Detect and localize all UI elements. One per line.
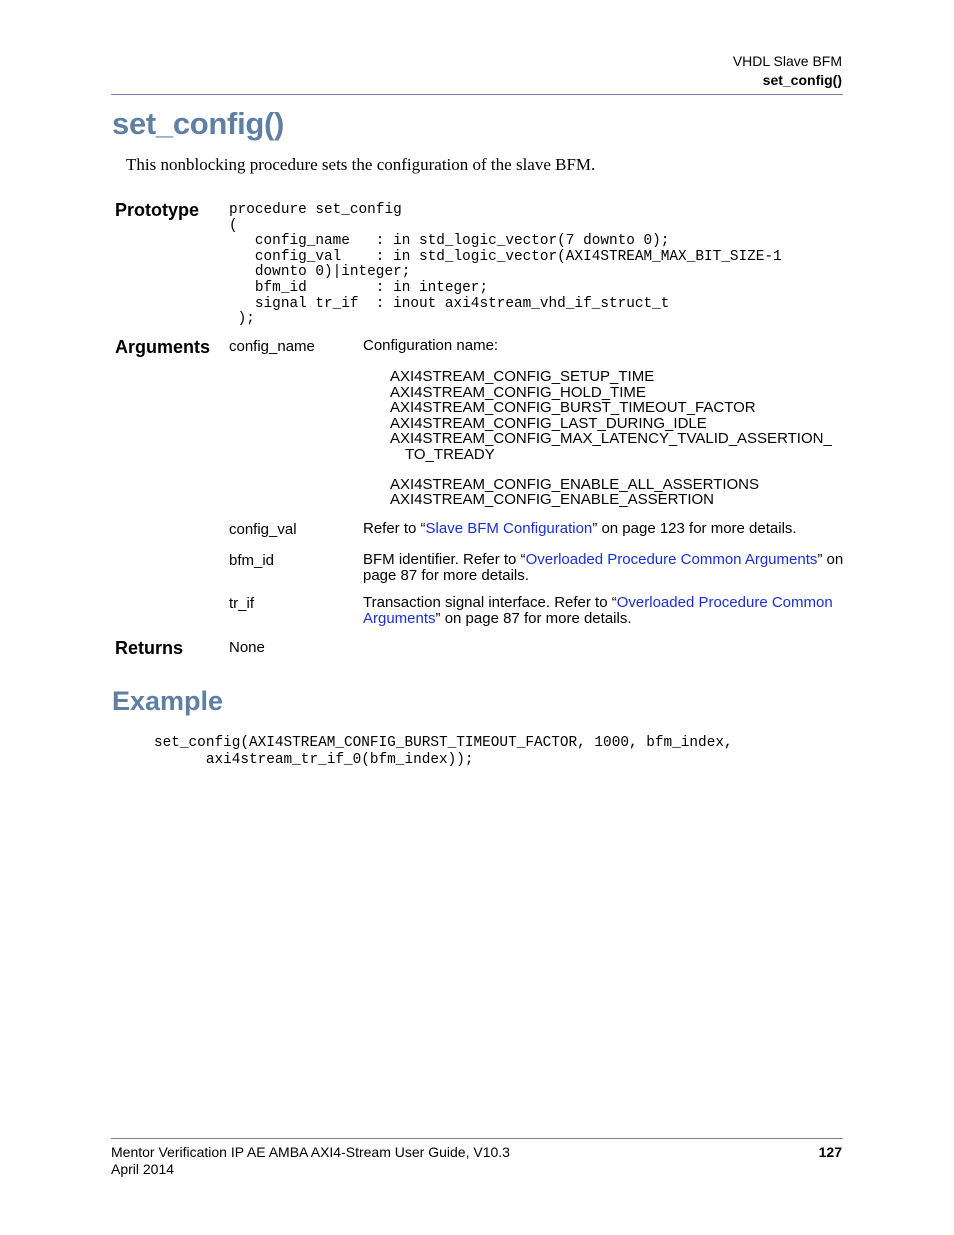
config-option: AXI4STREAM_CONFIG_HOLD_TIME xyxy=(390,383,646,401)
desc-text: Refer to “ xyxy=(363,520,426,537)
config-option: AXI4STREAM_CONFIG_BURST_TIMEOUT_FACTOR xyxy=(390,399,756,417)
config-name-options xyxy=(390,369,832,508)
arguments-label: Arguments xyxy=(115,337,211,357)
arg-name-config-val: config_val xyxy=(229,521,297,538)
arg-name-tr-if: tr_if xyxy=(229,595,255,612)
arg-desc-config-val xyxy=(363,521,855,537)
prototype-code: procedure set_config ( config_name : in std_logic_vector(7 downto 0); config_val : in std_logic_vector(AXI4STREAM_MAX_BIT_SIZE-1 downto 0)|integer; bfm_id : in integer; signal tr_if : inout axi4stream_vhd_if_struct_t ); xyxy=(229,202,782,328)
arg-name-bfm-id: bfm_id xyxy=(229,552,275,569)
footer-rule xyxy=(111,1138,843,1139)
page-number: 127 xyxy=(818,1144,842,1160)
returns-value: None xyxy=(229,639,265,656)
header-rule xyxy=(111,94,843,95)
arg-desc-tr-if xyxy=(363,595,855,626)
running-header-topic: set_config() xyxy=(762,72,842,88)
config-option: AXI4STREAM_CONFIG_LAST_DURING_IDLE xyxy=(390,414,707,432)
footer-doc-title: Mentor Verification IP AE AMBA AXI4-Stream User Guide, V10.3 xyxy=(111,1144,510,1160)
link-slave-bfm-configuration[interactable]: Slave BFM Configuration xyxy=(425,520,593,537)
returns-label: Returns xyxy=(115,638,184,658)
config-option: AXI4STREAM_CONFIG_MAX_LATENCY_TVALID_ASSERTION_ xyxy=(390,430,832,448)
config-option-continuation: TO_TREADY xyxy=(405,445,495,463)
config-option: AXI4STREAM_CONFIG_ENABLE_ALL_ASSERTIONS xyxy=(390,475,760,493)
link-overloaded-procedure-args[interactable]: Overloaded Procedure Common Arguments xyxy=(363,594,833,627)
desc-text: BFM identifier. Refer to “ xyxy=(363,551,526,568)
arg-desc-config-name: Configuration name: xyxy=(363,337,499,354)
arg-name-config-name: config_name xyxy=(229,338,315,355)
intro-paragraph: This nonblocking procedure sets the configuration of the slave BFM. xyxy=(126,155,596,174)
option-spacer xyxy=(390,463,832,477)
config-option: AXI4STREAM_CONFIG_ENABLE_ASSERTION xyxy=(390,491,714,509)
example-code: set_config(AXI4STREAM_CONFIG_BURST_TIMEOUT_FACTOR, 1000, bfm_index, axi4stream_tr_if_0(bfm_index)); xyxy=(154,735,733,768)
desc-text: ” on page 87 for more details. xyxy=(435,609,632,627)
config-option: AXI4STREAM_CONFIG_SETUP_TIME xyxy=(390,368,655,385)
desc-text: ” on page 87 for more details. xyxy=(363,551,844,584)
desc-text: ” on page 123 for more details. xyxy=(592,520,797,537)
page-title: set_config() xyxy=(112,106,285,141)
prototype-label: Prototype xyxy=(115,200,200,220)
arg-desc-bfm-id xyxy=(363,552,855,583)
running-header-section: VHDL Slave BFM xyxy=(732,53,842,69)
link-overloaded-procedure-args[interactable]: Overloaded Procedure Common Arguments xyxy=(525,551,818,568)
desc-text: Transaction signal interface. Refer to “ xyxy=(363,594,617,611)
footer-date: April 2014 xyxy=(111,1161,175,1177)
example-heading: Example xyxy=(112,686,224,716)
